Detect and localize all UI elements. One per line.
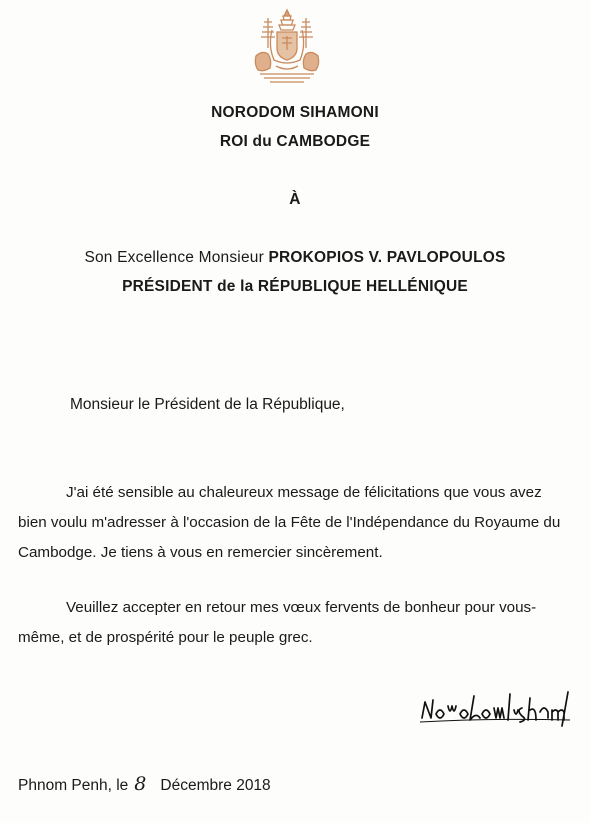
salutation: Monsieur le Président de la République,	[70, 396, 345, 413]
sender-name: NORODOM SIHAMONI	[211, 104, 379, 121]
recipient-line-1	[0, 249, 590, 267]
closing-day: 8	[134, 773, 147, 795]
handwritten-signature	[418, 684, 574, 730]
closing-month-year: Décembre 2018	[160, 777, 271, 794]
recipient-title: PRÉSIDENT de la RÉPUBLIQUE HELLÉNIQUE	[122, 278, 468, 295]
recipient-name: PROKOPIOS V. PAVLOPOULOS	[268, 249, 506, 266]
addressee-marker: À	[289, 191, 301, 208]
sender-title: ROI du CAMBODGE	[219, 133, 371, 150]
recipient-honorific: Son Excellence Monsieur	[84, 249, 269, 266]
royal-coat-of-arms-emblem	[246, 8, 328, 84]
letter-paragraph-1: J'ai été sensible au chaleureux message de félicitations que vous avez bien voulu m'adresser à l'occasion de la Fête de l'Indépendance du Royaume du Cambodge. Je tiens à vous en remercier sincèrement.	[18, 484, 561, 561]
date-line	[18, 773, 271, 795]
closing-place: Phnom Penh, le	[18, 777, 129, 794]
letter-paragraph-2: Veuillez accepter en retour mes vœux fervents de bonheur pour vous-même, et de prospérité pour le peuple grec.	[18, 599, 537, 646]
